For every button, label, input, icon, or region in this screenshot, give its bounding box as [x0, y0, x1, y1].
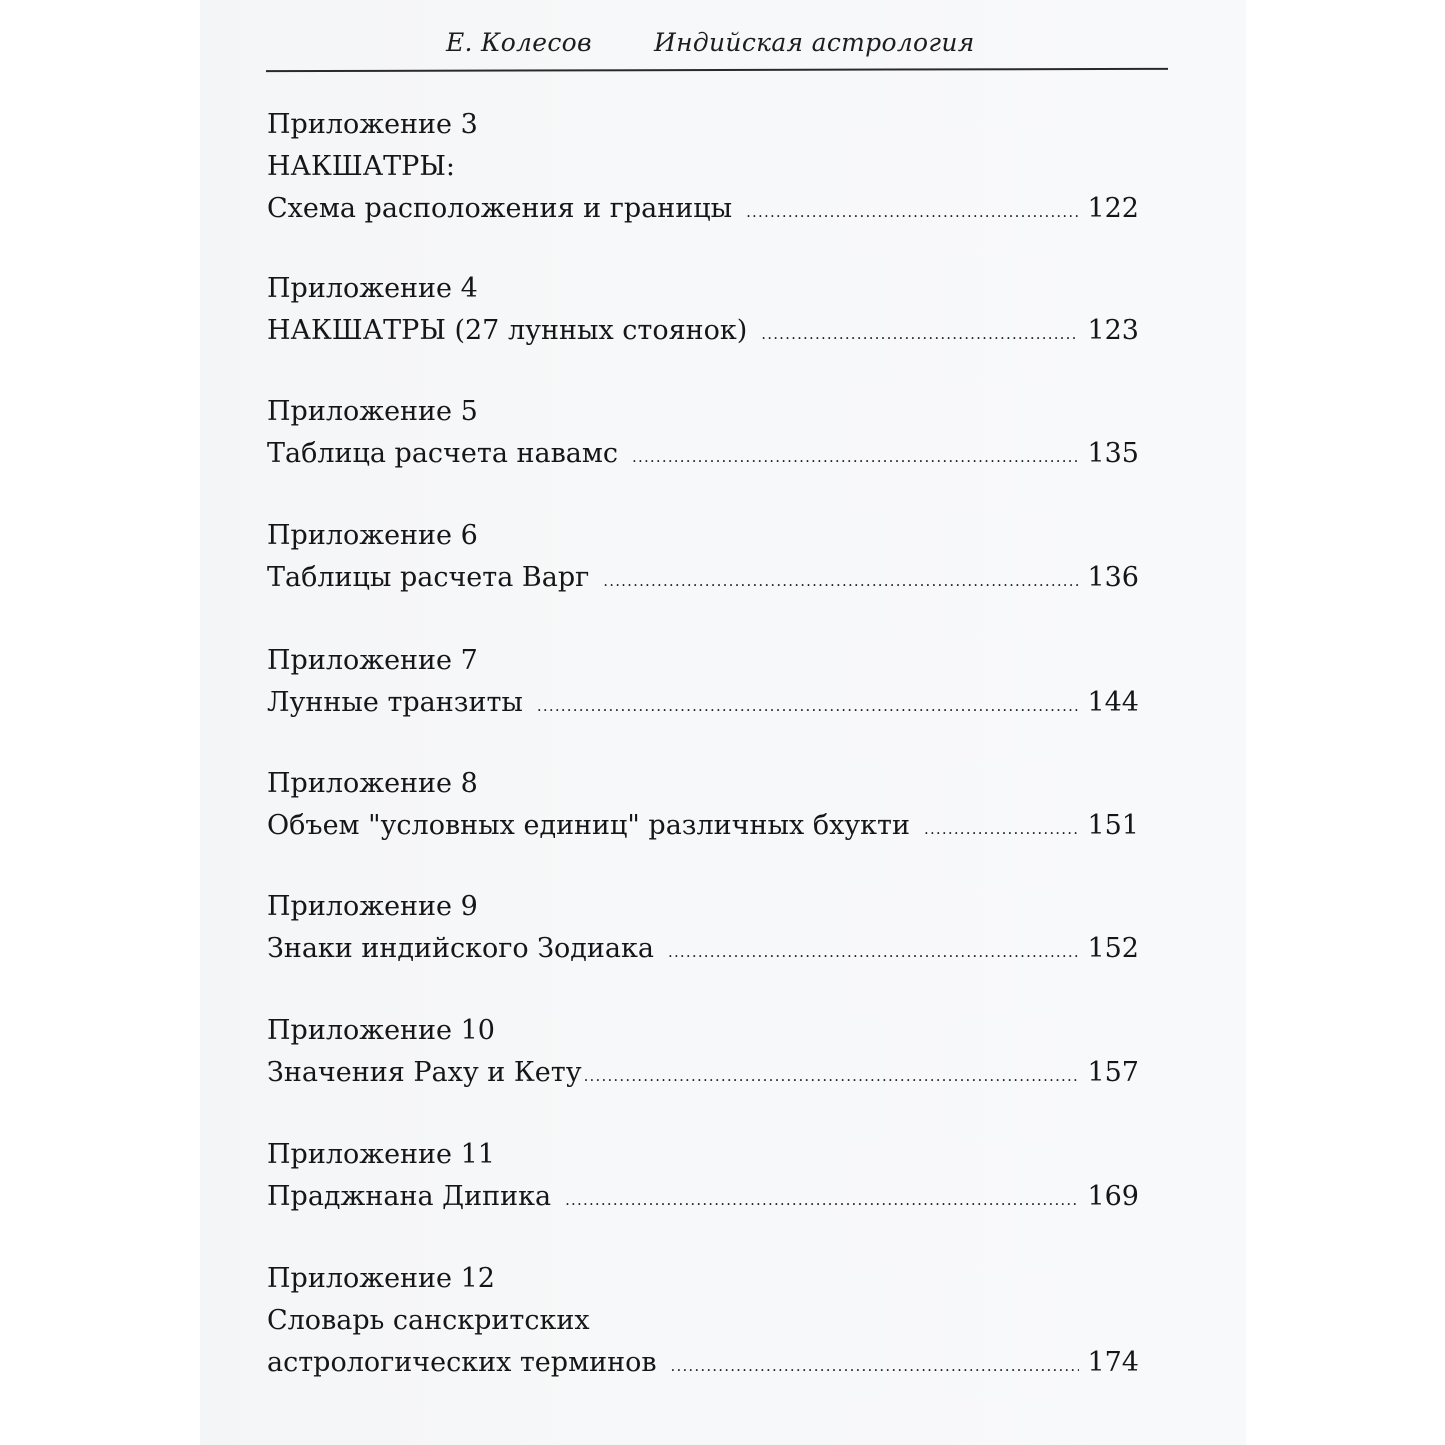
toc-entry-appendix-6[interactable]	[267, 515, 1139, 599]
toc-entry-page-number: 122	[1087, 193, 1139, 224]
toc-entry-appendix-11[interactable]	[267, 1134, 1139, 1218]
dot-leader	[761, 313, 1079, 355]
dot-leader	[671, 1345, 1079, 1387]
toc-entry-title: астрологических терминов	[267, 1347, 657, 1378]
toc-entry-title: Лунные транзиты	[267, 687, 523, 718]
toc-entry-subtitle: НАКШАТРЫ:	[267, 151, 455, 182]
toc-entry-title-line	[267, 1342, 1139, 1384]
dot-leader	[632, 436, 1079, 478]
toc-entry-label: Приложение 9	[267, 891, 478, 922]
toc-entry-appendix-5[interactable]	[267, 391, 1139, 475]
toc-entry-title-line	[267, 1176, 1139, 1218]
toc-entry-page-number: 123	[1087, 315, 1139, 346]
toc-entry-appendix-7[interactable]	[267, 640, 1139, 724]
toc-entry-title-line	[267, 557, 1139, 599]
toc-entry-title: Схема расположения и границы	[267, 193, 733, 224]
toc-entry-subtitle: Словарь санскритских	[267, 1305, 590, 1336]
toc-entry-page-number: 152	[1087, 933, 1139, 964]
toc-entry-page-number: 169	[1087, 1181, 1139, 1212]
toc-entry-appendix-4[interactable]	[267, 268, 1139, 352]
toc-entry-page-number: 151	[1087, 810, 1139, 841]
book-page	[200, 0, 1246, 1445]
toc-entry-title: Объем "условных единиц" различных бхукти	[267, 810, 910, 841]
toc-entry-label: Приложение 4	[267, 273, 478, 304]
toc-entry-title: НАКШАТРЫ (27 лунных стоянок)	[267, 315, 748, 346]
toc-entry-title: Знаки индийского Зодиака	[267, 933, 654, 964]
dot-leader	[668, 931, 1079, 973]
toc-entry-title-line	[267, 433, 1139, 475]
dot-leader	[924, 808, 1079, 850]
dot-leader	[603, 560, 1079, 602]
toc-entry-title-line	[267, 928, 1139, 970]
dot-leader	[746, 191, 1079, 233]
toc-entry-title: Праджнана Дипика	[267, 1181, 552, 1212]
toc-entry-page-number: 157	[1087, 1057, 1139, 1088]
toc-entry-title-line	[267, 805, 1139, 847]
toc-entry-appendix-3[interactable]	[267, 104, 1139, 230]
dot-leader	[537, 685, 1079, 727]
toc-entry-title: Значения Раху и Кету	[267, 1057, 582, 1088]
toc-entry-label: Приложение 3	[267, 109, 478, 140]
toc-entry-appendix-8[interactable]	[267, 763, 1139, 847]
toc-entry-label: Приложение 8	[267, 768, 478, 799]
toc-entry-title-line	[267, 682, 1139, 724]
running-head-author: Е. Колесов	[446, 28, 592, 57]
toc-entry-page-number: 174	[1087, 1347, 1139, 1378]
toc-entry-page-number: 135	[1087, 438, 1139, 469]
toc-entry-title-line	[267, 1052, 1139, 1094]
running-head-book-title: Индийская астрология	[654, 28, 975, 57]
toc-entry-label: Приложение 5	[267, 396, 478, 427]
toc-entry-label: Приложение 10	[267, 1015, 495, 1046]
toc-entry-label: Приложение 12	[267, 1263, 495, 1294]
running-head	[266, 0, 1168, 72]
toc-entry-appendix-9[interactable]	[267, 886, 1139, 970]
toc-entry-page-number: 136	[1087, 562, 1139, 593]
toc-entry-title: Таблица расчета навамс	[267, 438, 619, 469]
toc-entry-label: Приложение 6	[267, 520, 478, 551]
toc-entry-label: Приложение 7	[267, 645, 478, 676]
dot-leader	[584, 1055, 1079, 1097]
toc-entry-title-line	[267, 188, 1139, 230]
toc-entry-appendix-12[interactable]	[267, 1258, 1139, 1384]
dot-leader	[565, 1179, 1079, 1221]
toc-entry-title-line	[267, 310, 1139, 352]
toc-entry-page-number: 144	[1087, 687, 1139, 718]
toc-entry-appendix-10[interactable]	[267, 1010, 1139, 1094]
toc-entry-label: Приложение 11	[267, 1139, 495, 1170]
toc-entry-title: Таблицы расчета Варг	[267, 562, 590, 593]
